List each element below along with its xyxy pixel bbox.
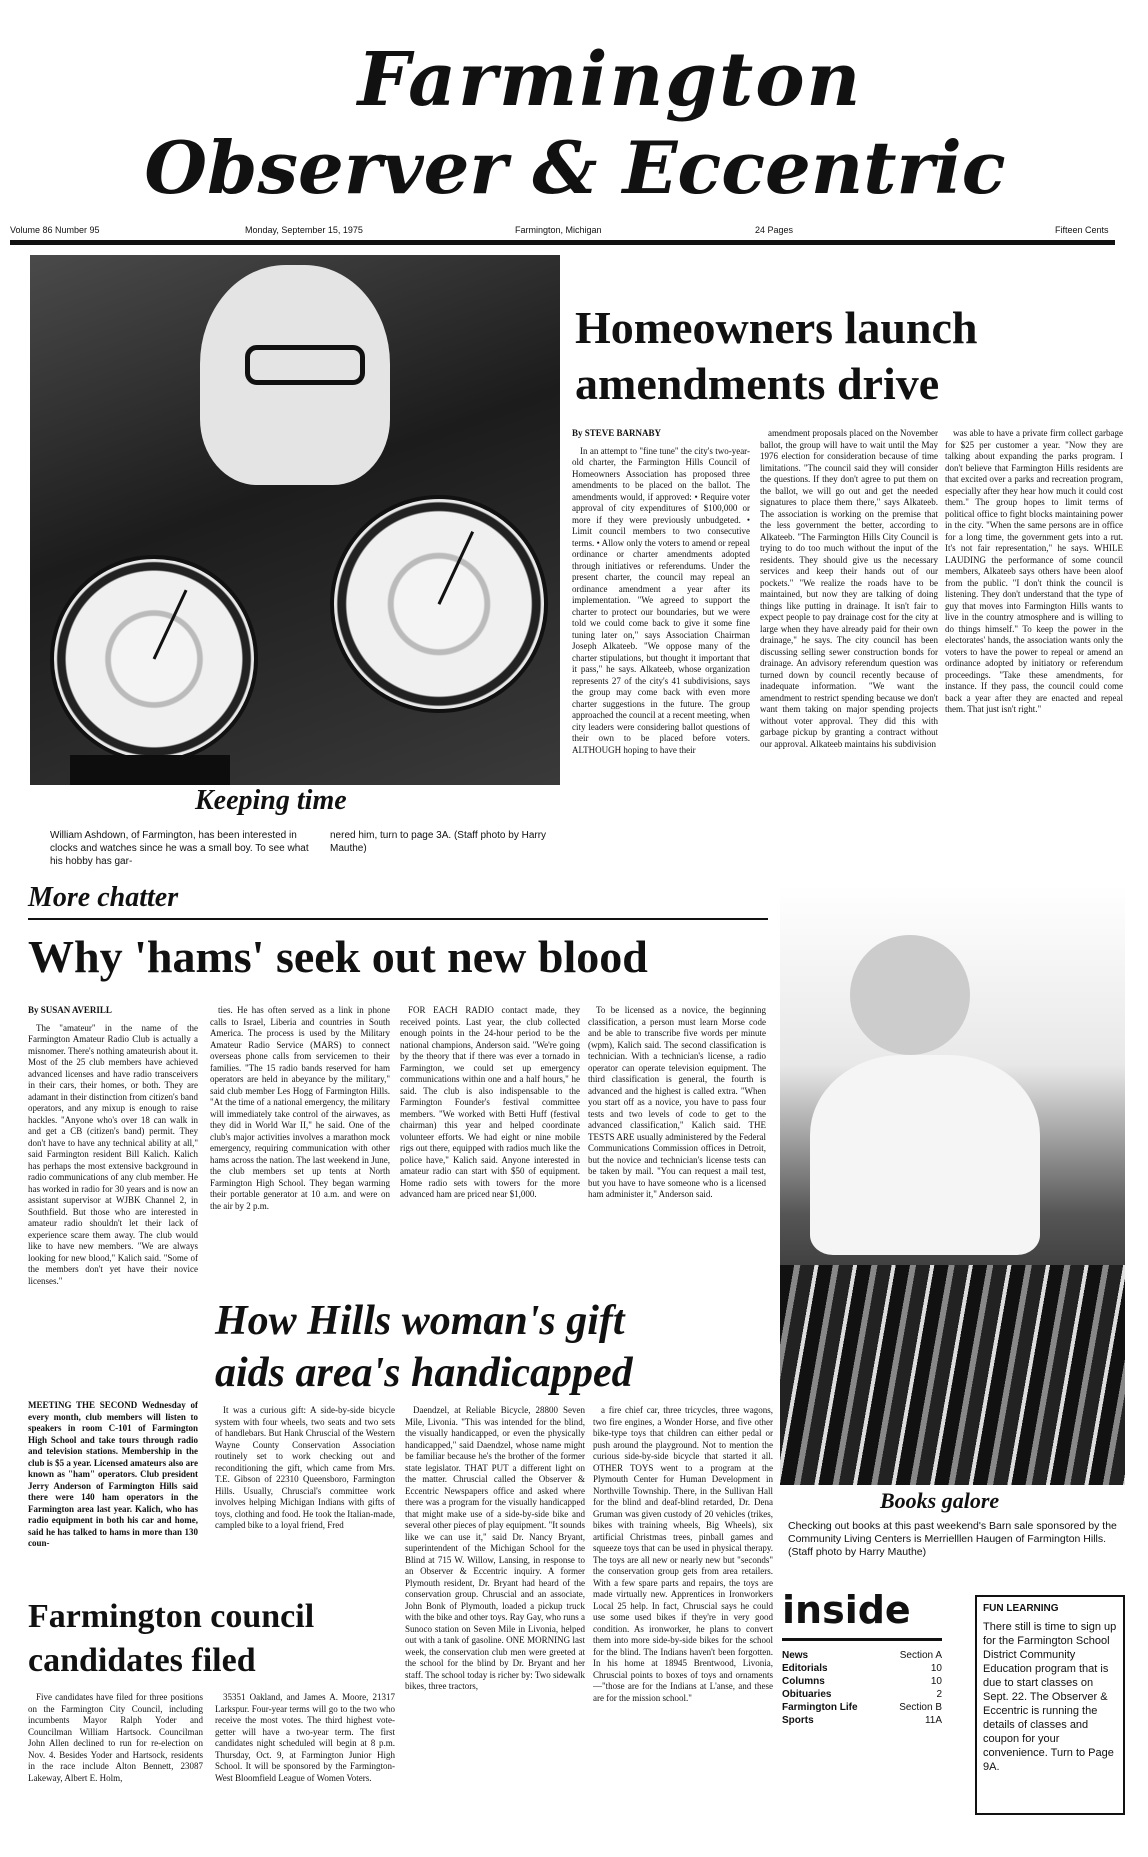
clock-photo bbox=[30, 255, 560, 785]
story1-headline bbox=[575, 300, 1115, 412]
story2-col2-text: ties. He has often served as a link in phone calls to Israel, Liberia and countries in South America. The process is used by the Military Amateur Radio Service (MARS) to connect overseas phone calls from servicemen to their families. "The 15 radio bands reserved for ham operators are held in abeyance by the military," said club member Les Hogg of Farmington Hills. "At the time of a national emergency, the military will immediately take control of the airwaves, as they did in World War II," he said. One of the club's major activities involves a marathon mock emergency, requiring communication with other hams across the nation. The last weekend in June, the club members set up tents at North Farmington High School. They began warming their portable generator at 10 a.m. and were on the air by 2 p.m. bbox=[210, 1005, 390, 1211]
toc-row[interactable]: Farmington Life Section B bbox=[782, 1702, 942, 1713]
story3-col2 bbox=[405, 1405, 585, 1850]
story3-headline-line2: aids area's handicapped bbox=[215, 1350, 633, 1396]
toc-row[interactable]: Columns 10 bbox=[782, 1676, 942, 1687]
inside-index bbox=[782, 1588, 942, 1828]
story3-headline-line1: How Hills woman's gift bbox=[215, 1298, 625, 1344]
masthead-line1: Farmington bbox=[357, 37, 863, 123]
fun-learning-title: FUN LEARNING bbox=[983, 1603, 1059, 1614]
volume-number: Volume 86 Number 95 bbox=[10, 225, 100, 235]
woman-head-shape bbox=[850, 935, 970, 1055]
fun-learning-text: There still is time to sign up for the Farmington School District Community Education program that is due to start classes on Sept. 22. The Observer & Eccentric is running the details of classes and coupon for your convenience. Turn to Page 9A. bbox=[983, 1621, 1117, 1773]
story2-col3 bbox=[400, 1005, 580, 1290]
story2-col1-continued bbox=[28, 1400, 198, 1590]
toc-row[interactable]: Obituaries 2 bbox=[782, 1689, 942, 1700]
story4-headline-line1: Farmington council bbox=[28, 1598, 315, 1635]
story2-col4-text: To be licensed as a novice, the beginning classification, a person must learn Morse code and be able to transcribe five words per minute (wpm), Kalich said. The second classification is technician. With a technician's license, a radio operator can operate television equipment. The third classification is general, the fourth is advanced and the highest is called extra. "When you start off as a novice, you have to pass four tests and two levels of code to get to the advanced classification," Kalich said. THE TESTS ARE usually administered by the Federal Communications Commission offices in Detroit, but the novice and technician's license tests can be taken by mail. "You can request a mail test, but you have to have someone who is a licensed ham administer it," Anderson said. bbox=[588, 1005, 766, 1199]
books-stack-shape bbox=[780, 1265, 1125, 1485]
story4-headline-line2: candidates filed bbox=[28, 1642, 256, 1679]
story4-col2 bbox=[215, 1692, 395, 1852]
books-photo bbox=[780, 885, 1125, 1485]
glasses-shape bbox=[245, 345, 365, 385]
story1-col1 bbox=[572, 428, 750, 878]
story2-col1-text: The "amateur" in the name of the Farmington Amateur Radio Club is actually a misnomer. There's nothing amateurish about it. Most of the 25 club members have achieved advanced licenses and have radio transceivers in their cars, their homes, or both. They are adamant in their distinction from citizen's band operators, and any mixup is enough to raise hackles. "Anyone who's over 18 can walk in and get a CB (citizen's band) permit. They don't have to have any technical ability at all," said Farmington resident Bill Kalich. Kalich has perhaps the most extensive background in radio communications of any club member. He has worked in radio for 30 years and is now an assistant supervisor at WJBK Channel 2, in Southfield. But those who are interested in amateur radio shouldn't let their lack of experience scare them away. The club would like to have new members. "We are always looking for new blood," Kalich said. "Some of the members don't yet have their novice licenses." bbox=[28, 1022, 198, 1286]
photo2-caption: Checking out books at this past weekend's Barn sale sponsored by the Community Living Centers is Merrielllen Haugen of Farmington Hills.(Staff photo by Harry Mauthe) bbox=[788, 1520, 1117, 1558]
dateline: Farmington, Michigan bbox=[515, 225, 602, 235]
story4-headline bbox=[28, 1595, 398, 1683]
story1-byline: By STEVE BARNABY bbox=[572, 428, 662, 438]
masthead-rule bbox=[10, 240, 1115, 245]
photo2-title: Books galore bbox=[880, 1488, 1000, 1513]
clock-face-left bbox=[50, 555, 258, 763]
photo1-caption-b: nered him, turn to page 3A. (Staff photo by Harry Mauthe) bbox=[330, 830, 547, 854]
toc-row[interactable]: Editorials 10 bbox=[782, 1663, 942, 1674]
story1-col3 bbox=[945, 428, 1123, 883]
masthead-infobar bbox=[10, 225, 1110, 239]
story4-col2-text: 35351 Oakland, and James A. Moore, 21317 Larkspur. Four-year terms will go to the two who receive the most votes. The third highest vote-getter will have a two-year term. The first candidates night scheduled will begin at 8 p.m. Thursday, Oct. 9, at Farmington Junior High School. It will be sponsored by the Farmington-West Bloomfield League of Women Voters. bbox=[215, 1692, 395, 1783]
story1-col2-text: amendment proposals placed on the November ballot, the group will have to wait until the May 1976 election for consideration because of time limitations. "The council said they will consider the questions. If they don't agree to put them on the ballot, we will go out and get the needed signatures to place them there," says Alkateeb. The association is working on the premise that the less government the better, according to Alkateeb. "The Farmington Hills City Council is trying to do too much without the input of the residents. They should give us the necessary services and keep their hands out of our pockets." "We realize the roads have to be maintained, but now they are talking of doing things like putting in drainage. It isn't fair to expect people to pay drainage cost for the city at large when they have already paid for their own drainage," he says. The city council has been discussing selling sewer construction bonds for drainage. An advisory referendum question was turned down by council recently because of inadequate information. "We want the amendment to restrict spending because we don't want them taking on major spending projects without voter approval. They did this with garbage pickup by granting a contract without our approval. Alkateeb maintains his subdivision bbox=[760, 428, 938, 749]
story1-col1-text: In an attempt to "fine tune" the city's two-year-old charter, the Farmington Hills Council of Homeowners Association has proposed three amendments to be placed on the ballot. The amendments would, if approved: • Require voter approval of city expenditures of $100,000 or more if they were previously unbudgeted. • Limit council members to two consecutive terms. • Allow only the voters to amend or repeal ordinance or charter amendments adopted through initiatives or referendums. Under the present charter, the council may repeal an ordinance amendment a year after its implementation. "We agreed to support the charter to protect our boundaries, but we were told we could come back to give it some fine tuning later on," says Association Chairman Joseph Alkateeb. "We oppose many of the charter stipulations, but thought it important that it pass," he says. Alkateeb, whose organization represents 27 of the city's 41 subdivisions, says the group may come back with even more charter suggestions in the future. The group approached the council at a recent meeting, when city leaders were considering ballot questions of their own to be placed before voters. ALTHOUGH hoping to have their bbox=[572, 445, 750, 755]
story3-col3-text: a fire chief car, three tricycles, three wagons, two fire engines, a Wonder Horse, and five other bike-type toys that children can either pedal or push around the playground. Not to mention the curious side-by-side bicycle that started it all. OTHER TOYS went to a program at the Plymouth Center for Human Development in Northville Township. There, in the Sullivan Hall for the blind and deaf-blind retarded, Dr. Dena Gruman was given custody of 20 vehicles (trikes, bikes with training wheels, Big Wheels), six artificial Christmas trees, pinball games and squeeze toys that can be used in physical therapy. The toys are all new or nearly new but "seconds" the conservation group gets from area retailers. With a few spare parts and repairs, the toys are made virtually new. Apprentices in Ironworkers Local 25 help. In fact, Chruscial says he could use some used bikes if they're in very good condition. As ironworker, he plans to convert them into more side-by-side bikes for the school for the blind. The Indians haven't been forgotten. In his home at 18945 Brentwood, Livonia, Chruscial points to boxes of toys and ornaments—"those are for the Indians at L'anse, and these are for the mission school." bbox=[593, 1405, 773, 1703]
story2-col4 bbox=[588, 1005, 766, 1290]
story1-headline-line2: amendments drive bbox=[575, 358, 940, 409]
story2-col3-text: FOR EACH RADIO contact made, they received points. Last year, the club collected enough points in the 24-hour period to be the national champions, Anderson said. "We're going by the theory that if there was ever a tornado in Farmington, we could set up emergency communications within one and a half hours," he said. The club is also indispensable to the Farmington Founder's festival committee members. "We worked with Betti Huff (festival chairman) this year and helped coordinate volunteer efforts. We had eight or nine mobile rigs out there, equipped with radios much like the police have," Kalich said. Anyone interested in amateur radio can start with $50 of equipment. Home radio sets with towers for the more advanced ham are priced near $1,000. bbox=[400, 1005, 580, 1199]
story1-col2 bbox=[760, 428, 938, 883]
photo1-title: Keeping time bbox=[195, 785, 347, 816]
story2-col1b-text: MEETING THE SECOND Wednesday of every month, club members will listen to speakers in room C-101 of Farmington High School and take tours through radio and television stations. Membership in the club is $5 a year. Licensed amateurs also are known as "ham" operators. Club president Jerry Anderson of Farmington Hills said there were 140 ham operators in the Farmington area last year. Kalich, who has radio equipment in both his car and home, said he has talked to hams in more than 130 coun- bbox=[28, 1400, 198, 1548]
story4-col1-text: Five candidates have filed for three positions on the Farmington City Council, including incumbents Mayor Ralph Yoder and Councilman William Hartsock. Councilman John Allen declined to run for re-election on Nov. 4. Besides Yoder and Hartsock, residents in the race include Alton Bennett, 23087 Lakeway, Albert E. Holm, bbox=[28, 1692, 203, 1783]
story3-col1-text: It was a curious gift: A side-by-side bicycle system with four wheels, two seats and two sets of handlebars. But Hank Chruscial of the Western Wayne County Conservation Association routinely set to work checking out and reconditioning the gift, which came from Mrs. T.E. Gibson of 22310 Queensboro, Farmington Hills. Usually, Chruscial's committee work involves helping Michigan Indians with gifts of toys, clothing and food. He took the Italian-made, campled bike to a loyal friend, Fred bbox=[215, 1405, 395, 1530]
story2-kicker: More chatter bbox=[28, 882, 179, 913]
clock-face-right bbox=[330, 495, 548, 713]
story3-headline bbox=[215, 1295, 775, 1399]
inside-logo: inside bbox=[782, 1588, 911, 1632]
toc-row[interactable]: News Section A bbox=[782, 1650, 942, 1661]
photo1-caption-a: William Ashdown, of Farmington, has been interested in clocks and watches since he was a small boy. To see what his hobby has gar- bbox=[50, 830, 309, 867]
story2-byline: By SUSAN AVERILL bbox=[28, 1005, 112, 1015]
story2-headline: Why 'hams' seek out new blood bbox=[28, 931, 648, 982]
story3-col2-text: Daendzel, at Reliable Bicycle, 28800 Seven Mile, Livonia. "This was intended for the blind, the visually handicapped, or even the physically handicapped," said Daendzel, whose name might be familiar because he's the brother of the former state legislator. THAT PUT a different light on the matter. Chruscial called the Observer & Eccentric Newspapers office and asked where there was a program for the visually handicapped that might make use of a side-by-side bike and several other pieces of play equipment. "It sounds like we can use it," said Dr. Nancy Bryant, superintendent of the Michigan School for the Blind at 715 W. Willow, Lansing, in response to an Observer & Eccentric inquiry. A former Plymouth resident, Dr. Bryant had heard of the conservation group. Chruscial and an associate, John Bonk of Plymouth, loaded a pickup truck with the bike and other toys. Ray Gay, who runs a Sunoco station on Seven Mile in Livonia, helped out with a tank of gasoline. ONE MORNING last week, the conservation club men were greeted at the school for the blind by Dr. Bryant and her staff. The school today is richer by: Two sidewalk bikes, three tractors, bbox=[405, 1405, 585, 1691]
story2-col2 bbox=[210, 1005, 390, 1290]
toc-row[interactable]: Sports 11A bbox=[782, 1715, 942, 1726]
issue-date: Monday, September 15, 1975 bbox=[245, 225, 363, 235]
price: Fifteen Cents bbox=[1055, 225, 1109, 235]
page-count: 24 Pages bbox=[755, 225, 794, 235]
story4-col1 bbox=[28, 1692, 203, 1852]
story3-col3 bbox=[593, 1405, 773, 1850]
story3-col1 bbox=[215, 1405, 395, 1595]
story2-col1 bbox=[28, 1005, 198, 1395]
fun-learning-box bbox=[975, 1595, 1125, 1815]
story1-col3-text: was able to have a private firm collect garbage for $25 per customer a year. "Now they are talking about expanding the parks program. I don't believe that Farmington Hills residents are that excited over a parks and recreation program, especially after they hear how much it could cost them." The group hopes to limit terms of political office to fight blocks maintaining power in the city. "When the same persons are in office for a long time, the government gets into a rut. It's not fair representation," he says. WHILE LAUDING the performance of some council members, Alkateeb says others have been aloof from the public. "I don't think the council is listening. They don't understand that the type of guy that moves into Farmington Hills wants to live in the country atmosphere and is willing to do things himself." To keep the power in the electorates' hands, the association wants only the voters to have the power to repeal or amend an ordinance adopted by initiatory or referendum proceedings. "Take these amendments, for instance. If they pass, the council could come back a year after they are enacted and repeal them. That just isn't right." bbox=[945, 428, 1123, 714]
masthead-line2: Observer & Eccentric bbox=[144, 125, 1006, 210]
story1-headline-line1: Homeowners launch bbox=[575, 302, 978, 353]
